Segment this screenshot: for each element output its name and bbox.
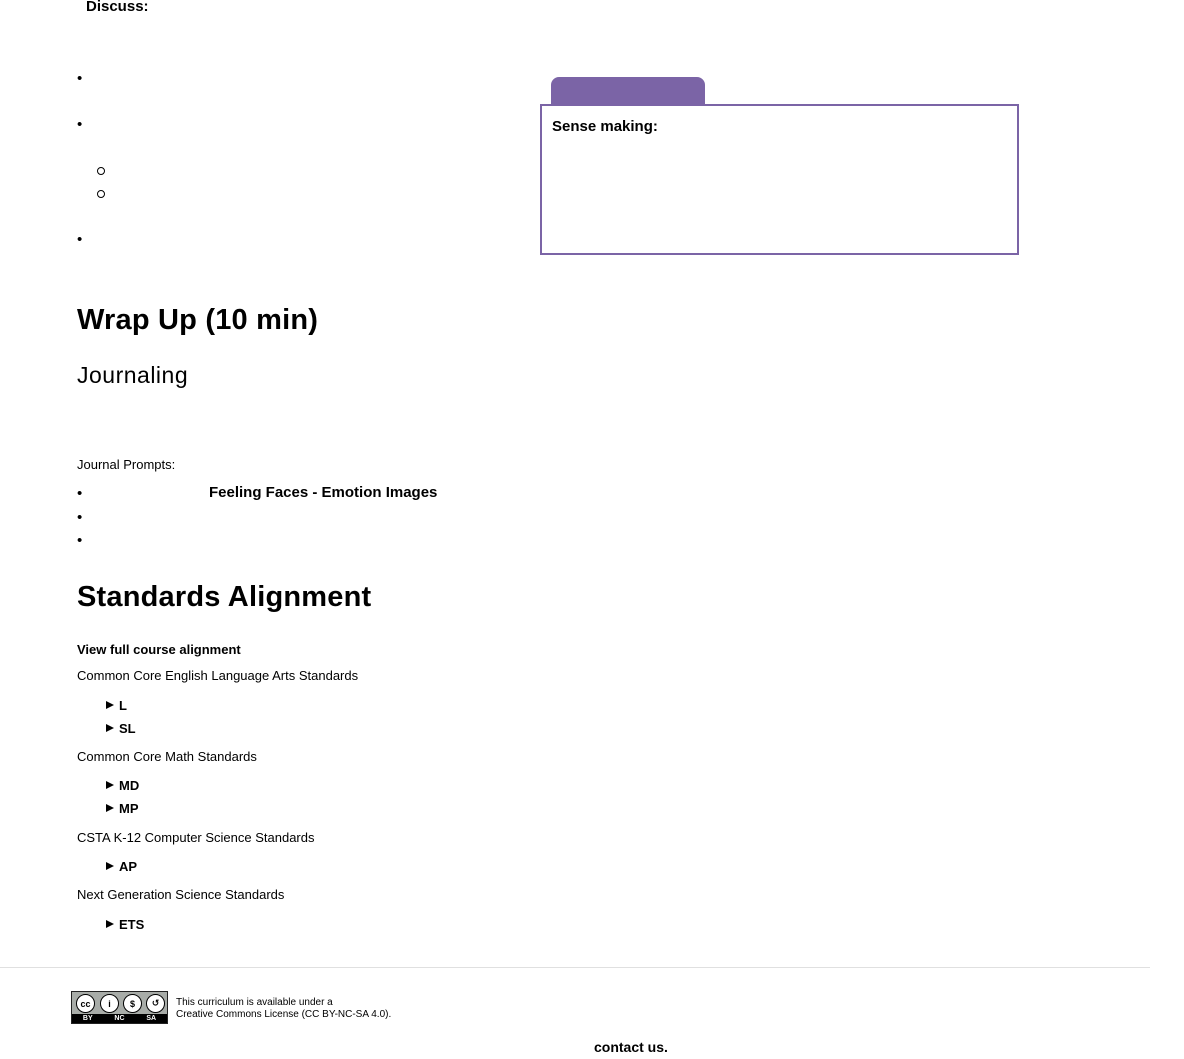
standard-code: MP — [119, 801, 139, 816]
sub-list-bullet — [97, 167, 105, 175]
disclosure-triangle-icon — [106, 701, 114, 709]
list-bullet: • — [77, 509, 83, 526]
standard-code: MD — [119, 778, 140, 793]
standards-group-title: Common Core English Language Arts Standards — [77, 668, 359, 683]
standards-group-title: Common Core Math Standards — [77, 749, 257, 764]
sense-making-label: Sense making: — [552, 118, 658, 135]
list-bullet: • — [77, 485, 83, 502]
callout-tab — [551, 77, 705, 106]
list-bullet: • — [77, 532, 83, 549]
standard-code: L — [119, 698, 127, 713]
disclosure-triangle-icon — [106, 724, 114, 732]
disclosure-triangle-icon — [106, 862, 114, 870]
standard-code: SL — [119, 721, 136, 736]
footer-divider — [0, 967, 1150, 968]
standards-group-title: CSTA K-12 Computer Science Standards — [77, 830, 315, 845]
discuss-label: Discuss: — [86, 0, 149, 15]
standard-code: ETS — [119, 917, 145, 932]
standards-heading: Standards Alignment — [77, 581, 372, 613]
license-link[interactable]: Creative Commons License (CC BY-NC-SA 4.0). — [176, 1009, 392, 1020]
sense-making-callout — [540, 104, 1019, 255]
license-text — [176, 997, 391, 1021]
badge-label: NC — [114, 1015, 125, 1022]
license-line: This curriculum is available under a — [176, 997, 333, 1008]
disclosure-triangle-icon — [106, 781, 114, 789]
journaling-subheading: Journaling — [77, 362, 189, 388]
contact-us-link[interactable]: contact us. — [594, 1039, 668, 1055]
journal-prompts-label: Journal Prompts: — [77, 457, 176, 472]
disclosure-triangle-icon — [106, 804, 114, 812]
standard-code: AP — [119, 859, 138, 874]
badge-label: SA — [146, 1015, 157, 1022]
badge-label: BY — [82, 1015, 93, 1022]
view-full-alignment-link[interactable]: View full course alignment — [77, 642, 241, 657]
cc-icon: cc — [76, 994, 95, 1013]
sub-list-bullet — [97, 190, 105, 198]
list-bullet: • — [77, 116, 83, 133]
creative-commons-icon[interactable] — [71, 991, 168, 1024]
wrap-up-heading: Wrap Up (10 min) — [77, 304, 319, 336]
noncommercial-icon: $ — [123, 994, 142, 1013]
disclosure-triangle-icon — [106, 920, 114, 928]
standards-group-title: Next Generation Science Standards — [77, 887, 285, 902]
feeling-faces-link[interactable]: Feeling Faces - Emotion Images — [209, 484, 438, 501]
attribution-icon: i — [100, 994, 119, 1013]
list-bullet: • — [77, 231, 83, 248]
list-bullet: • — [77, 70, 83, 87]
sharealike-icon: ↺ — [146, 994, 165, 1013]
